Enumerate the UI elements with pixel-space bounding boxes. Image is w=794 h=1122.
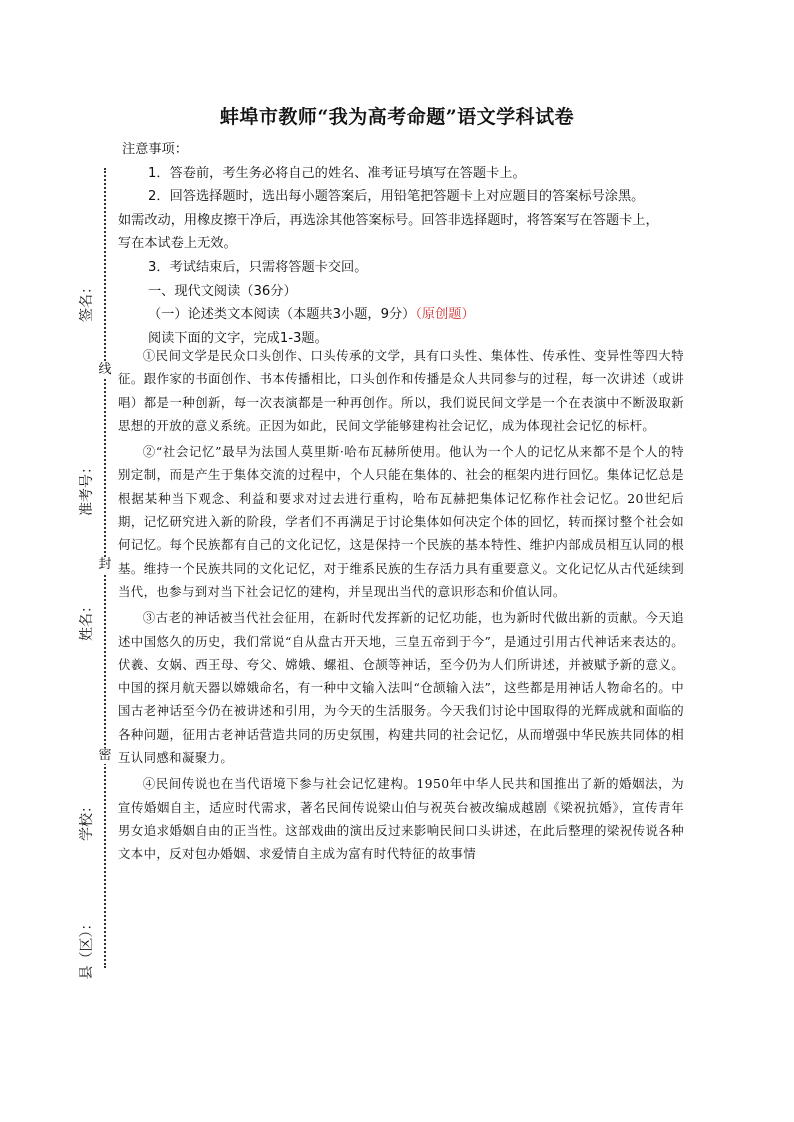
exam-instructions xyxy=(118,138,684,350)
exam-number-label: 准考号： xyxy=(79,460,95,516)
name-label: 姓名： xyxy=(79,599,95,641)
reading-passage xyxy=(118,344,684,869)
seal-char-xian: 线 xyxy=(98,362,112,377)
county-label: 县（区）： xyxy=(79,916,95,980)
notice-item-2: 2．回答选择题时，选出每小题答案后，用铅笔把答题卡上对应题目的答案标号涂黑。 xyxy=(148,189,645,205)
passage-paragraph-1: ①民间文学是民众口头创作、口头传承的文学，具有口头性、集体性、传承性、变异性等四大特征。跟作家的书面创作、书本传播相比，口头创作和传播是众人共同参与的过程，每一次讲述（或讲唱）都是一种创新，每一次表演都是一种再创作。所以，我们说民间文学是一个在表演中不断汲取新思想的开放的意义系统。正因为如此，民间文学能够建构社会记忆，成为体现社会记忆的标杆。 xyxy=(118,348,684,433)
notice-item-2-end: 写在本试卷上无效。 xyxy=(118,236,237,252)
section-heading: 一、现代文阅读（36分） xyxy=(148,283,297,299)
notice-heading: 注意事项： xyxy=(122,142,188,157)
page-title: 蚌埠市教师“我为高考命题”语文学科试卷 xyxy=(219,106,575,128)
passage-paragraph-3: ③古老的神话被当代社会征用，在新时代发挥新的记忆功能，也为新时代做出新的贡献。今天追述中国悠久的历史，我们常说“自从盘古开天地，三皇五帝到于今”，是通过引用古代神话来表达的。伏羲、女娲、西王母、夸父、嫦娥、螺祖、仓颉等神话，至今仍为人们所讲述，并被赋予新的意义。中国的探月航天器以嫦娥命名，有一种中文输入法叫“仓颉输入法”，这些都是用神话人物命名的。中国古老神话至今仍在被讲述和引用，为今天的生活服务。今天我们讨论中国取得的光辉成就和面临的各种问题，征用古老神话营造共同的历史氛围，构建共同的社会记忆，从而增强中华民族共同体的相互认同感和凝聚力。 xyxy=(118,610,684,766)
original-question-tag: （原创题） xyxy=(415,307,475,323)
seal-char-feng: 封 xyxy=(98,557,112,572)
notice-item-2-cont: 如需改动，用橡皮擦干净后，再选涂其他答案标号。回答非选择题时，将答案写在答题卡上， xyxy=(118,212,659,228)
reading-instruction: 阅读下面的文字，完成1-3题。 xyxy=(148,330,328,346)
notice-item-1: 1．答卷前，考生务必将自己的姓名、准考证号填写在答题卡上。 xyxy=(148,165,526,181)
passage-paragraph-2: ②“社会记忆”最早为法国人莫里斯·哈布瓦赫所使用。他认为一个人的记忆从来都不是个人的特别定制，而是产生于集体交流的过程中，个人只能在集体的、社会的框架内进行回忆。集体记忆总是根据某种当下观念、利益和要求对过去进行重构，哈布瓦赫把集体记忆称作社会记忆。20世纪后期，记忆研究进入新的阶段，学者们不再满足于讨论集体如何决定个体的回忆，转而探讨整个社会如何记忆。每个民族都有自己的文化记忆，这是保持一个民族的基本特性、维护内部成员相互认同的根基。维持一个民族共同的文化记忆，对于维系民族的生存活力具有重要意义。文化记忆从古代延续到当代，也参与到对当下社会记忆的建构，并呈现出当代的意识形态和价值认同。 xyxy=(118,444,684,599)
school-label: 学校： xyxy=(79,799,95,841)
seal-char-mi: 密 xyxy=(98,748,112,763)
subsection-heading xyxy=(118,303,684,327)
signature-label: 签名： xyxy=(79,280,95,322)
passage-paragraph-4: ④民间传说也在当代语境下参与社会记忆建构。1950年中华人民共和国推出了新的婚姻法，为宣传婚姻自主，适应时代需求，著名民间传说梁山伯与祝英台被改编成越剧《梁祝抗婚》，宣传青年男女追求婚姻自由的正当性。这部戏曲的演出反过来影响民间口头讲述，在此后整理的梁祝传说各种文本中，反对包办婚姻、求爱情自主成为富有时代特征的故事情 xyxy=(118,776,684,862)
notice-item-3: 3．考试结束后，只需将答题卡交回。 xyxy=(148,259,368,275)
subsection-label: （一）论述类文本阅读（本题共3小题，9分） xyxy=(148,307,416,323)
